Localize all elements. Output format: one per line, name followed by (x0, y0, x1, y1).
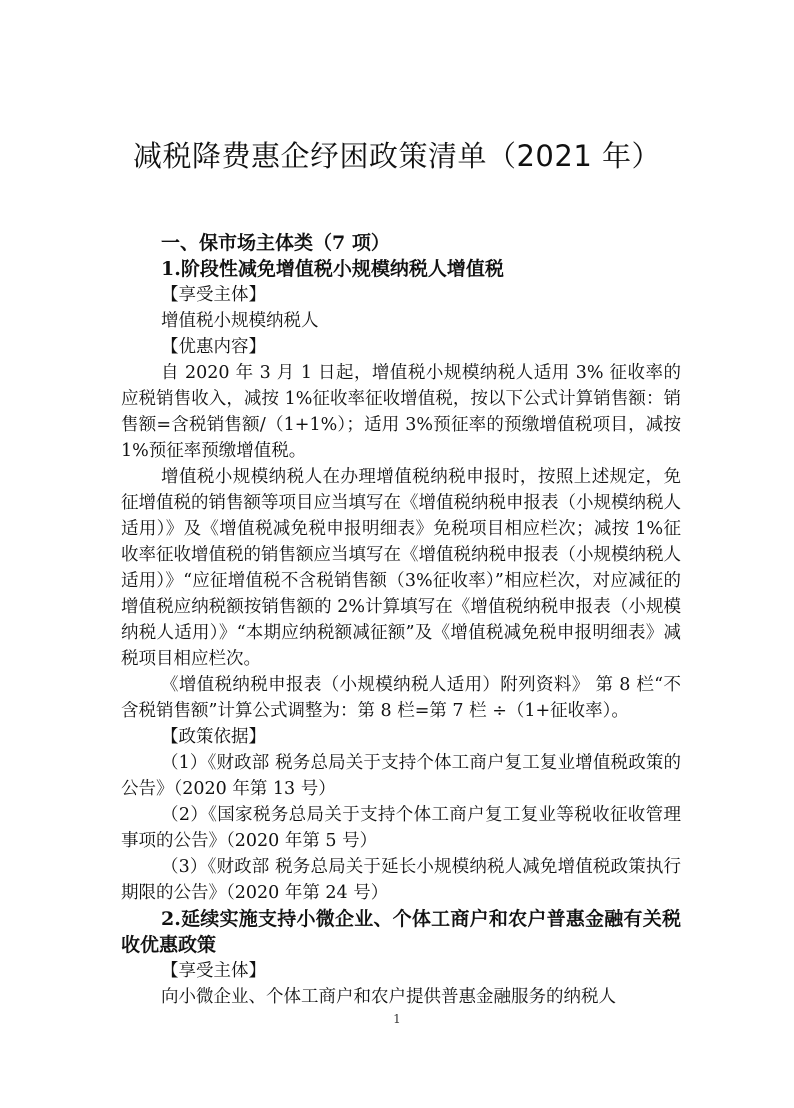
item2-subject-label: 【享受主体】 (161, 961, 266, 981)
item1-heading: 1.阶段性减免增值税小规模纳税人增值税 (161, 258, 504, 280)
item1-content-label: 【优惠内容】 (161, 337, 266, 357)
item1-basis-1: （1）《财政部 税务总局关于支持个体工商户复工复业增值税政策的公告》（2020 年第 13 号） (121, 753, 681, 799)
document-body (121, 230, 681, 1010)
item1-paragraph-1: 自 2020 年 3 月 1 日起，增值税小规模纳税人适用 3% 征收率的应税销售收入，减按 1%征收率征收增值税，按以下公式计算销售额：销售额=含税销售额/（1+1%）；适用 3%预征率的预缴增值税项目，减按 1%预征率预缴增值税。 (121, 363, 681, 461)
item1-basis-2: （2）《国家税务总局关于支持个体工商户复工复业等税收征收管理事项的公告》（2020 年第 5 号） (121, 805, 681, 851)
item1-subject-label: 【享受主体】 (161, 285, 266, 305)
item1-basis-label: 【政策依据】 (161, 727, 266, 747)
item1-subject-text: 增值税小规模纳税人 (161, 311, 319, 331)
item2-heading: 2.延续实施支持小微企业、个体工商户和农户普惠金融有关税收优惠政策 (121, 908, 681, 956)
item1-paragraph-3: 《增值税纳税申报表（小规模纳税人适用）附列资料》 第 8 栏“不含税销售额”计算公式调整为：第 8 栏=第 7 栏 ÷（1+征收率）。 (121, 675, 681, 721)
page-number: 1 (393, 1012, 401, 1026)
item2-subject-text: 向小微企业、个体工商户和农户提供普惠金融服务的纳税人 (161, 987, 616, 1007)
section-heading: 一、保市场主体类（7 项） (161, 232, 390, 254)
item1-basis-3: （3）《财政部 税务总局关于延长小规模纳税人减免增值税政策执行期限的公告》（2020 年第 24 号） (121, 857, 681, 903)
document-title: 减税降费惠企纾困政策清单（2021 年） (132, 139, 662, 173)
item1-paragraph-2: 增值税小规模纳税人在办理增值税纳税申报时，按照上述规定，免征增值税的销售额等项目应当填写在《增值税纳税申报表（小规模纳税人适用）》及《增值税减免税申报明细表》免税项目相应栏次；减按 1%征收率征收增值税的销售额应当填写在《增值税纳税申报表（小规模纳税人适用）》“应征增值税不含税销售额（3%征收率）”相应栏次，对应减征的增值税应纳税额按销售额的 2%计算填写在《增值税纳税申报表（小规模纳税人适用）》“本期应纳税额减征额”及《增值税减免税申报明细表》减税项目相应栏次。 (121, 467, 681, 669)
